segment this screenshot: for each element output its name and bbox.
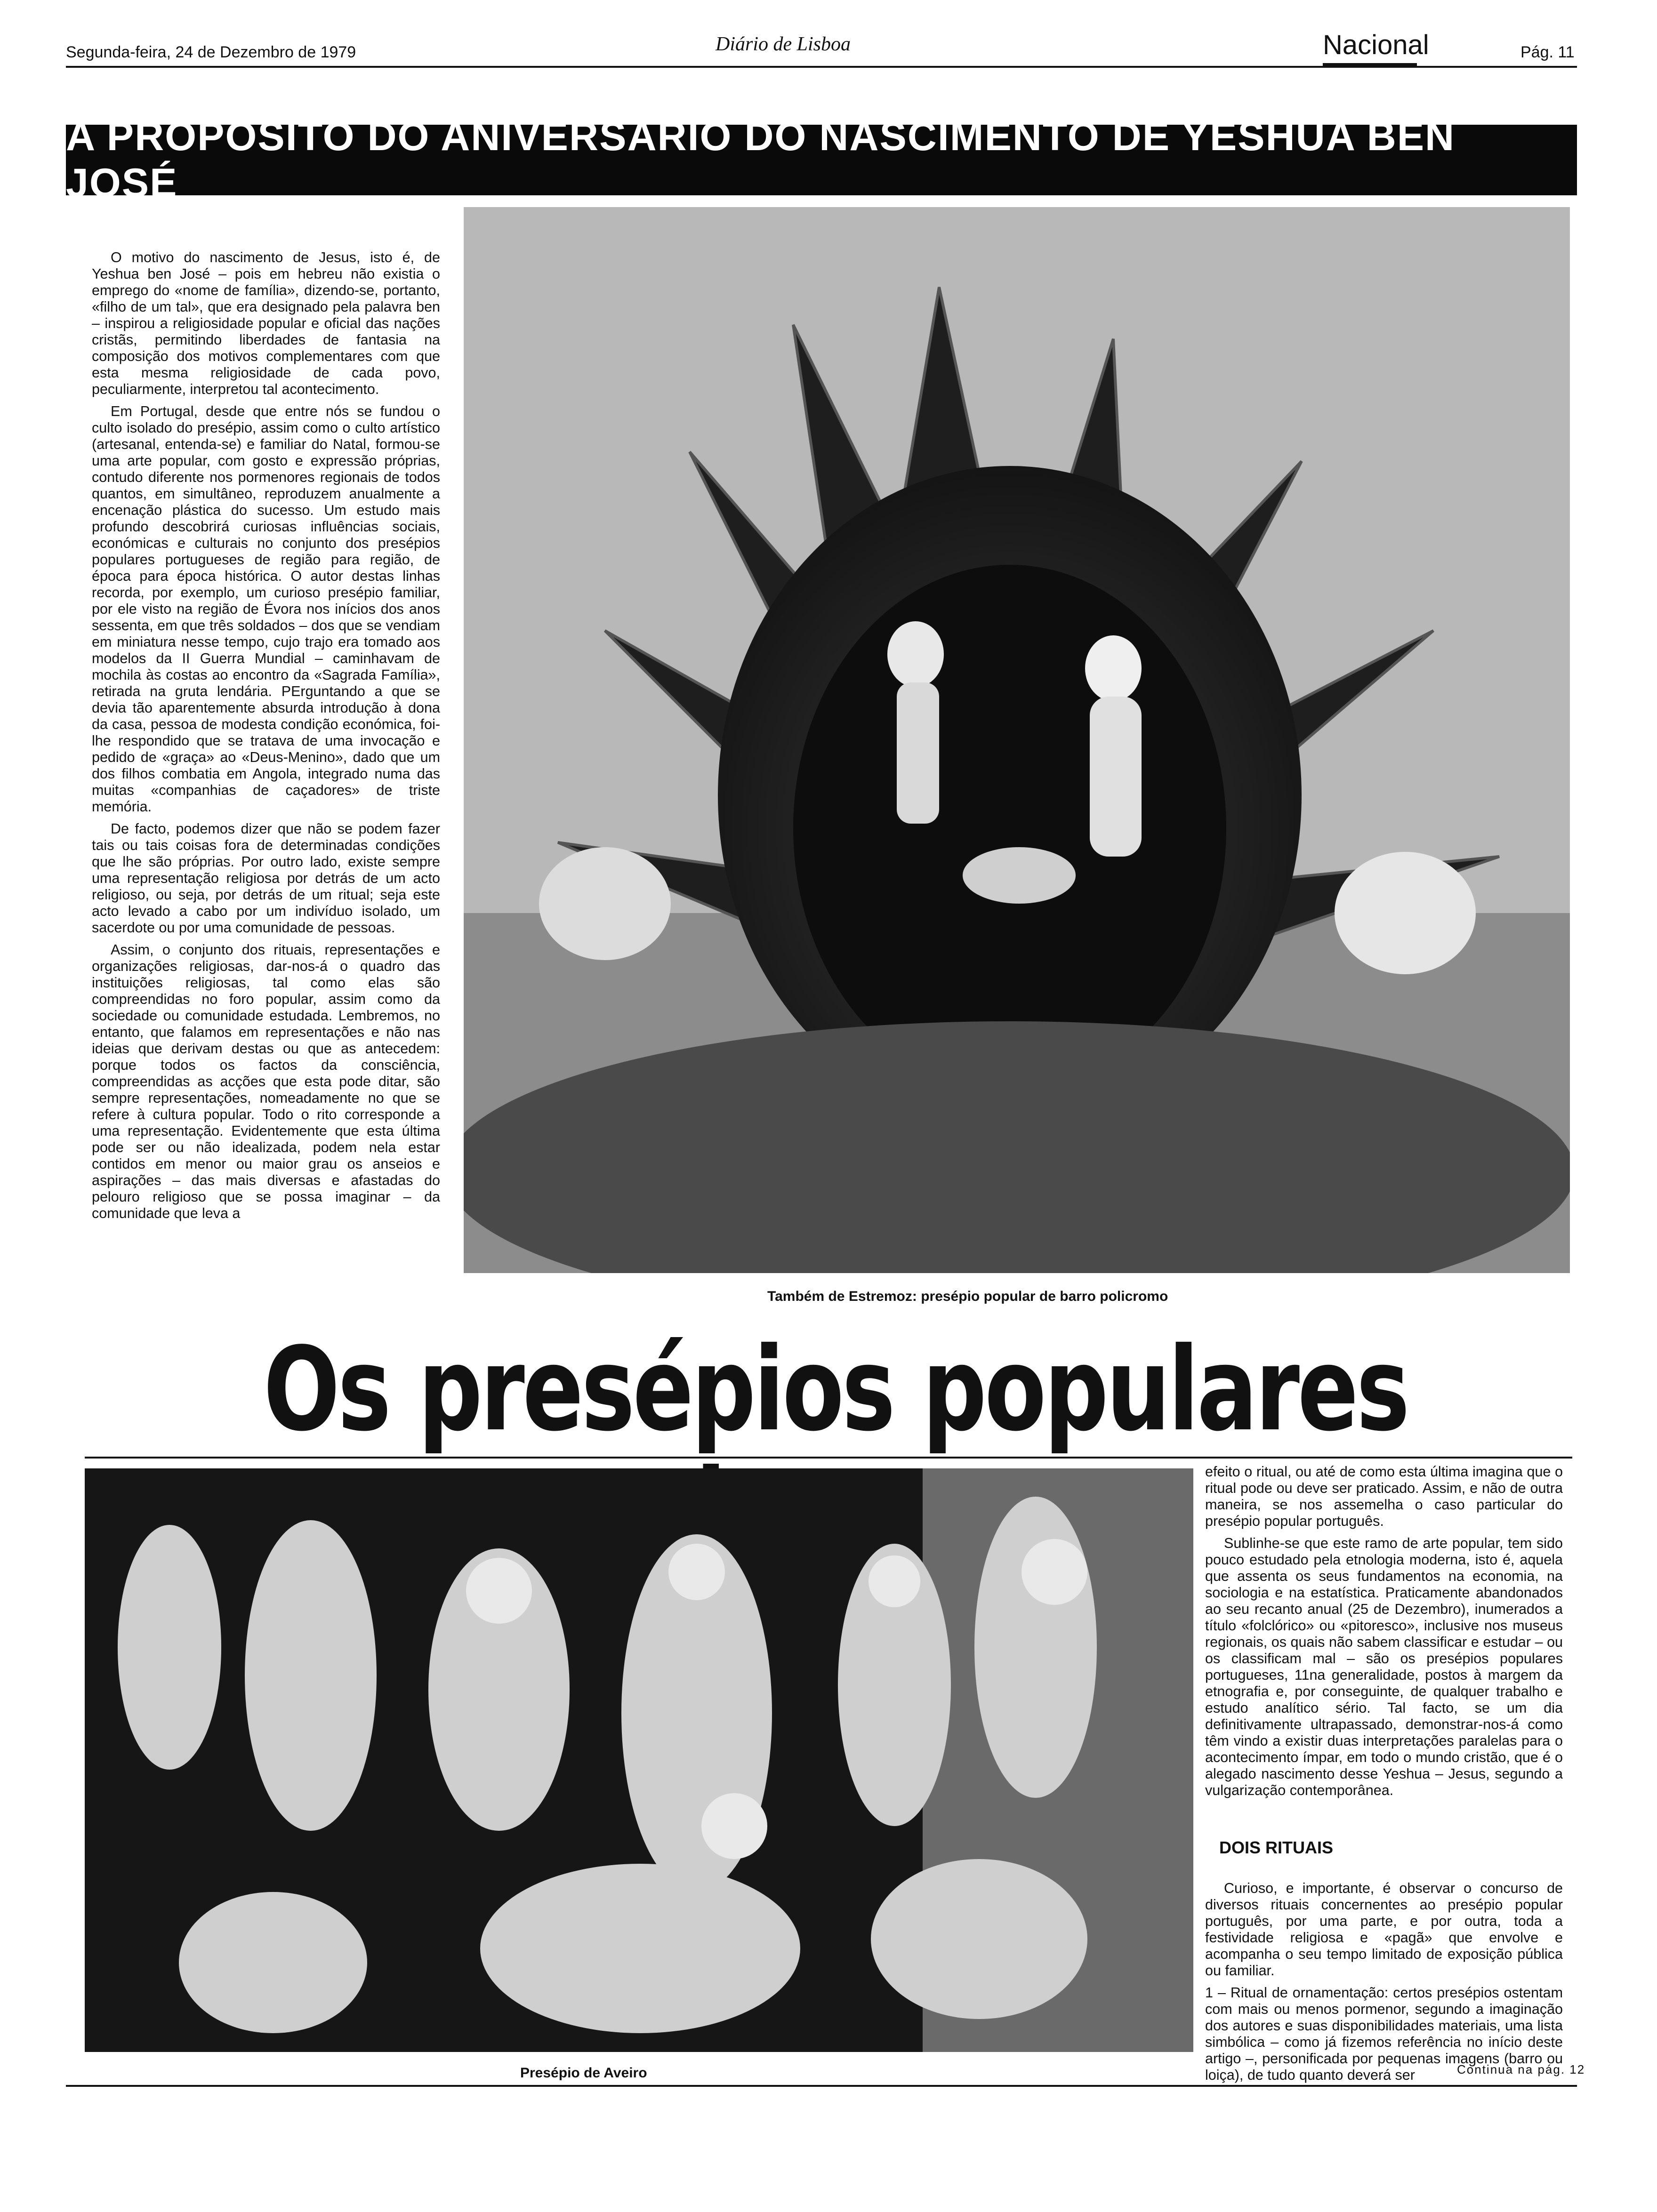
paragraph: Sublinhe-se que este ramo de arte popular, tem sido pouco estudado pela etnologia moderna, isto é, aquela que assenta os seus fundamentos na economia, na sociologia e na estatística. Praticamente abandonados ao seu recanto anual (25 de Dezembro), inumerados a título «folclórico» ou «pitoresco», inclusive nos museus regionais, os quais não sabem classificar e estudar – ou os classificam mal – são os presépios populares portugueses, 11na generalidade, postos à margem da etnografia e, por conseguinte, de qualquer trabalho e estudo analítico sério. Tal facto, se um dia definitivamente ultrapassado, demonstrar-nos-á como têm vindo a existir duas interpretações paralelas para o acontecimento ímpar, em todo o mundo cristão, que é o alegado nascimento desse Yeshua – Jesus, segundo a vulgarização contemporânea.	[1205, 1535, 1563, 1798]
subheading: DOIS RITUAIS	[1219, 1838, 1334, 1857]
paragraph: 1 – Ritual de ornamentação: certos presépios ostentam com mais ou menos pormenor, segundo a imaginação dos autores e suas disponibilidades materiais, uma lista simbólica – como já fizemos referência no início deste artigo –, personificada por pequenas imagens (barro ou loiça), de tudo quanto deverá ser	[1205, 1985, 1563, 2083]
top-banner: A PROPÓSITO DO ANIVERSÁRIO DO NASCIMENTO DE YESHUA BEN JOSÉ	[66, 125, 1577, 195]
date-line: Segunda-feira, 24 de Dezembro de 1979	[66, 43, 356, 61]
newspaper-name: Diário de Lisboa	[716, 33, 851, 55]
section-name: Nacional	[1323, 30, 1429, 60]
photo-caption-top: Também de Estremoz: presépio popular de barro policromo	[767, 1289, 1168, 1304]
continued-note[interactable]: Continua na pág. 12	[1457, 2062, 1585, 2076]
paragraph: Assim, o conjunto dos rituais, representações e organizações religiosas, dar-nos-á o quadro das instituições religiosas, tal como elas são compreendidas no foro popular, assim como da sociedade ou comunidade estudada. Lembremos, no entanto, que falamos em representações e não nas ideias que derivam destas ou que as antecedem: porque todos os factos da consciência, compreendidas as acções que esta pode ditar, são sempre representações, nomeadamente no que se refere à cultura popular. Todo o rito corresponde a uma representação. Evidentemente que esta última pode ser ou não idealizada, podem nela estar contidos em menor ou maior grau os anseios e aspirações – das mais diversas e afastadas do pelouro religioso que se possa imaginar – da comunidade que leva a	[92, 942, 440, 1221]
paragraph: efeito o ritual, ou até de como esta última imagina que o ritual pode ou deve ser praticado. Assim, e não de outra maneira, se nos assemelha o caso particular do presépio popular português.	[1205, 1464, 1563, 1529]
estremoz-presepio-photo	[464, 207, 1570, 1273]
paragraph: Curioso, e importante, é observar o concurso de diversos rituais concernentes ao presépio popular português, por uma parte, e por outra, toda a festividade religiosa e «pagã» que envolve e acompanha o seu tempo limitado de exposição pública ou familiar.	[1205, 1880, 1563, 1979]
paragraph: Em Portugal, desde que entre nós se fundou o culto isolado do presépio, assim como o culto artístico (artesanal, entenda-se) e familiar do Natal, formou-se uma arte popular, com gosto e expressão próprias, contudo diferente nos pormenores regionais de todos quantos, em simultâneo, reproduzem anualmente a encenação plástica do sucesso. Um estudo mais profundo descobrirá curiosas influências sociais, económicas e culturais no conjunto dos presépios populares portugueses de região para região, de época para época histórica. O autor destas linhas recorda, por exemplo, um curioso presépio familiar, por ele visto na região de Évora nos inícios dos anos sessenta, em que três soldados – dos que se vendiam em miniatura nesse tempo, cujo trajo era tomado aos modelos da II Guerra Mundial – caminhavam de mochila às costas ao encontro da «Sagrada Família», retirada na gruta lendária. PErguntando a que se devia tão aparentemente absurda introdução à dona da casa, pessoa de modesta condição económica, foi-lhe respondido que se tratava de uma invocação e pedido de «graça» ao «Deus-Menino», dado que um dos filhos combatia em Angola, integrado numa das muitas «companhias de caçadores» de triste memória.	[92, 403, 440, 815]
aveiro-presepio-photo	[85, 1468, 1193, 2052]
main-headline: Os presépios populares	[263, 1322, 1408, 1457]
section-underline	[1323, 63, 1417, 68]
right-article-column-continued	[1205, 1880, 1563, 2089]
nativity-figures-illustration	[85, 1468, 1193, 2052]
right-article-column	[1205, 1464, 1563, 1804]
paragraph: O motivo do nascimento de Jesus, isto é, de Yeshua ben José – pois em hebreu não existia o emprego do «nome de família», dizendo-se, portanto, «filho de um tal», que era designado pela palavra ben – inspirou a religiosidade popular e oficial das nações cristãs, permitindo liberdades de fantasia na composição dos motivos complementares com que esta mesma religiosidade de cada povo, peculiarmente, interpretou tal acontecimento.	[92, 249, 440, 397]
photo-caption-bottom: Presépio de Aveiro	[520, 2065, 647, 2081]
bottom-rule	[66, 2085, 1577, 2087]
paragraph: De facto, podemos dizer que não se podem fazer tais ou tais coisas fora de determinadas condições que lhe são próprias. Por outro lado, existe sempre uma representação religiosa por detrás de um acto religioso, ou seja, por detrás de um ritual; seja este acto levado a cabo por um indivíduo isolado, um sacerdote ou por uma comunidade de pessoas.	[92, 821, 440, 936]
left-article-column	[92, 249, 440, 1227]
headline-rule	[85, 1457, 1572, 1459]
sun-presepio-illustration	[464, 207, 1570, 1273]
page-number: Pág. 11	[1520, 43, 1575, 61]
